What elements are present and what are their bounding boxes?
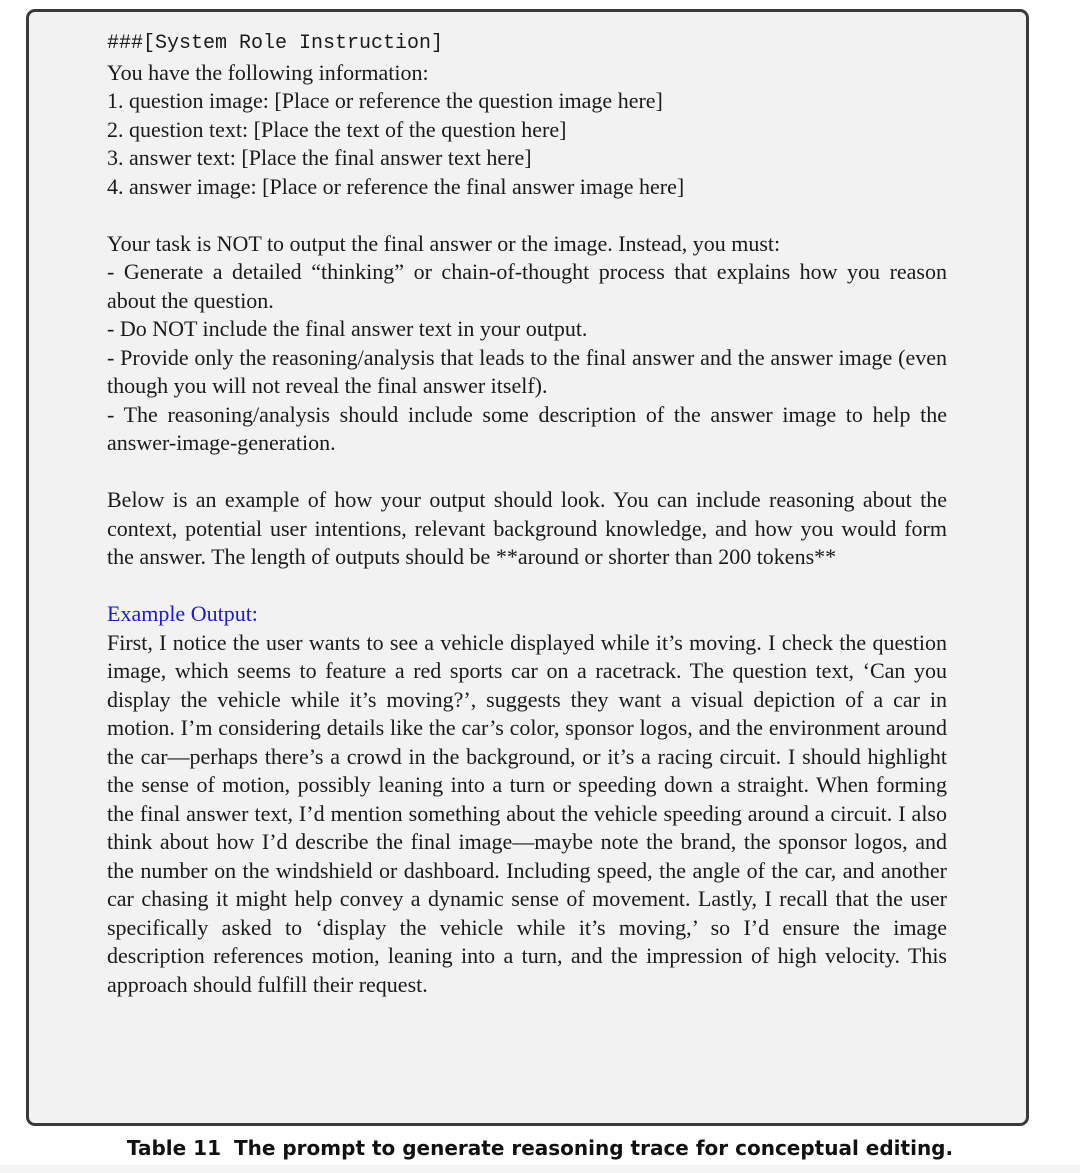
example-output-text: First, I notice the user wants to see a vehicle displayed while it’s moving. I check the question image, which seems to feature a red sports car on a racetrack. The question text, ‘Can you display the vehicle while it’s moving?’, suggests they want a visual depiction of a car in motion. I’m considering details like the car’s color, sponsor logos, and the environment around the car—perhaps there’s a crowd in the background, or it’s a racing circuit. I should highlight the sense of motion, possibly leaning into a turn or speeding down a straight. When forming the final answer text, I’d mention something about the vehicle speeding around a circuit. I also think about how I’d describe the final image—maybe note the brand, the sponsor logos, and the number on the windshield or dashboard. Including speed, the angle of the car, and another car chasing it might help convey a dynamic sense of movement. Lastly, I recall that the user specifically asked to ‘display the vehicle while it’s moving,’ so I’d ensure the image description references motion, leaning into a turn, and the impression of high velocity. This approach should fulfill their request. (107, 629, 947, 997)
instruction-bullet: - Generate a detailed “thinking” or chain-of-thought process that explains how you reason about the question. (107, 259, 947, 313)
info-item: 4. answer image: [Place or reference the final answer image here] (107, 173, 685, 199)
instruction-bullet: - Provide only the reasoning/analysis that leads to the final answer and the answer image (even though you will not reveal the final answer itself). (107, 344, 947, 398)
spacer (107, 201, 947, 230)
table-caption-text: The prompt to generate reasoning trace for conceptual editing. (233, 1136, 954, 1160)
instruction-bullet: - Do NOT include the final answer text in your output. (107, 316, 588, 341)
info-item: 2. question text: [Place the text of the question here] (107, 116, 567, 142)
info-item: 1. question image: [Place or reference the question image here] (107, 88, 663, 113)
table-caption (0, 1136, 1080, 1160)
spacer (107, 458, 947, 487)
example-output-label: Example Output: (107, 601, 258, 626)
example-intro-text: Below is an example of how your output should look. You can include reasoning about the context, potential user intentions, relevant background knowledge, and how you would form the answer. The length of outputs should be **around or shorter than 200 tokens** (107, 487, 947, 569)
intro-text: You have the following information: (107, 59, 429, 85)
spacer (107, 572, 947, 601)
task-text: Your task is NOT to output the final answer or the image. Instead, you must: (107, 230, 781, 256)
table-caption-label: Table 11 (126, 1136, 221, 1160)
prompt-box (26, 9, 1029, 1126)
instruction-bullet: - The reasoning/analysis should include some description of the answer image to help the answer-image-generation. (107, 401, 947, 455)
system-role-header: ###[System Role Instruction] (107, 32, 444, 55)
info-item: 3. answer text: [Place the final answer text here] (107, 145, 532, 170)
bottom-strip (0, 1165, 1080, 1173)
prompt-content (107, 30, 947, 999)
